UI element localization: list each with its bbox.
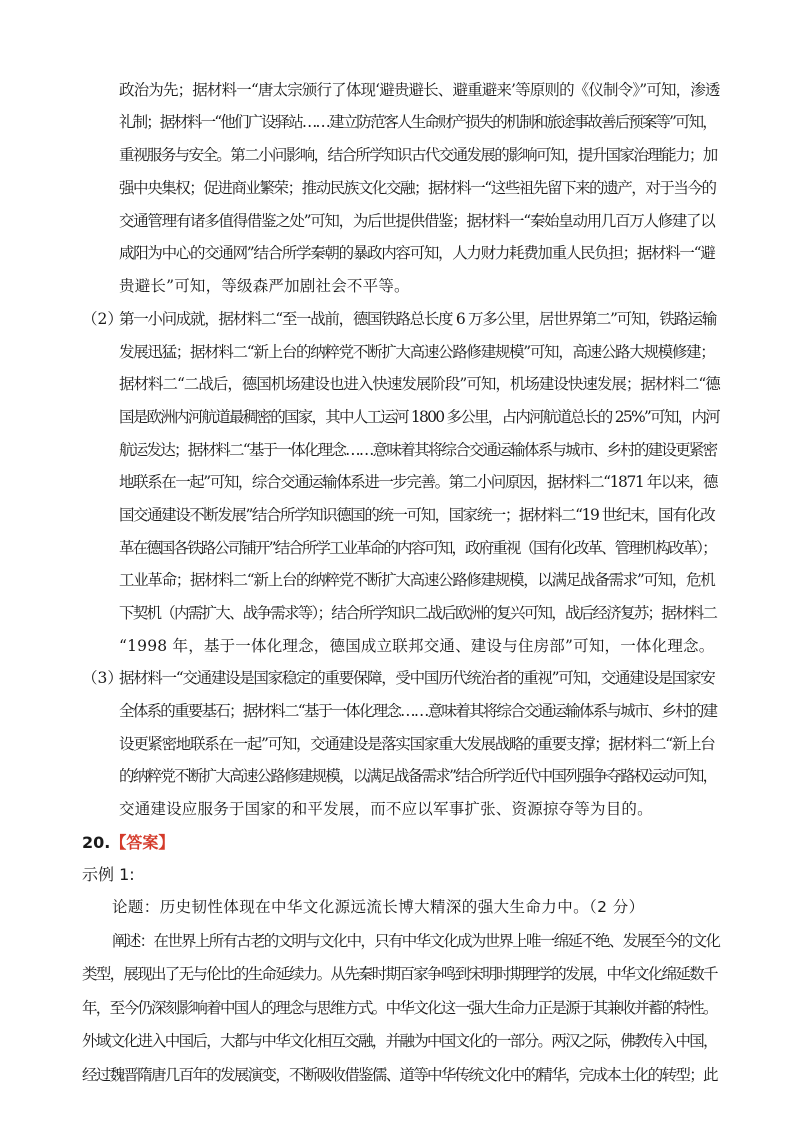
part-number: （2） xyxy=(82,310,123,328)
text-line: 发展迅猛；据材料二“新上台的纳粹党不断扩大高速公路修建规模”可知，高速公路大规模修建； xyxy=(119,343,715,361)
text-line: 贵避长”可知，等级森严加剧社会不平等。 xyxy=(119,277,410,295)
text-line: 国交通建设不断发展”结合所学知识德国的统一可知，国家统一；据材料二“19 世纪末，国有化改 xyxy=(119,506,715,524)
text-line: 工业革命；据材料二“新上台的纳粹党不断扩大高速公路修建规模，以满足战备需求”可知，危机 xyxy=(119,571,715,589)
text-line: 第一小问成就，据材料二“至一战前，德国铁路总长度 6 万多公里，居世界第二”可知，铁路运输 xyxy=(119,310,717,328)
example-label: 示例 1: xyxy=(82,865,135,884)
text-line: 下契机（内需扩大、战争需求等）；结合所学知识二战后欧洲的复兴可知，战后经济复苏；据材料二 xyxy=(119,604,717,622)
text-line: 政治为先；据材料一“唐太宗颁行了体现‘避贵避长、避重避来’等原则的《仪制令》”可知，渗透 xyxy=(119,81,720,99)
text-line: 地联系在一起”可知，综合交通运输体系进一步完善。第二小问原因，据材料二“1871 年以来，德 xyxy=(119,473,718,491)
text-line: 设更紧密地联系在一起”可知，交通建设是落实国家重大发展战略的重要支撑；据材料二“新上台 xyxy=(119,735,715,753)
text-line: 经过魏晋隋唐几百年的发展演变，不断吸收借鉴儒、道等中华传统文化中的精华，完成本土化的转型；此 xyxy=(82,1066,717,1084)
text-line: 阐述：在世界上所有古老的文明与文化中，只有中华文化成为世界上唯一绵延不绝、发展至今的文化 xyxy=(112,932,720,950)
text-line: 交通建设应服务于国家的和平发展，而不应以军事扩张、资源掠夺等为目的。 xyxy=(119,800,653,818)
text-line: 全体系的重要基石；据材料二“基于一体化理念……意味着其将综合交通运输体系与城市、乡村的建 xyxy=(119,702,717,720)
thesis-line: 论题：历史韧性体现在中华文化源远流长博大精深的强大生命力中。（2 分） xyxy=(112,898,645,916)
text-line: 革在德国各铁路公司铺开”结合所学工业革命的内容可知，政府重视（国有化改革、管理机构改革）； xyxy=(119,539,716,557)
part-number: （3） xyxy=(82,669,123,687)
text-line: 的纳粹党不断扩大高速公路修建规模，以满足战备需求”结合所学近代中国列强争夺路权运动可知， xyxy=(119,767,717,785)
text-line: 强中央集权；促进商业繁荣；推动民族文化交融；据材料一“这些祖先留下来的遗产，对于当今的 xyxy=(119,179,716,197)
text-line: 咸阳为中心的交通网”结合所学秦朝的暴政内容可知，人力财力耗费加重人民负担；据材料一“避 xyxy=(119,244,715,262)
text-line: 年，至今仍深刻影响着中国人的理念与思维方式。中华文化这一强大生命力正是源于其兼收并蓄的特性。 xyxy=(82,999,717,1017)
text-line: 类型，展现出了无与伦比的生命延续力。从先秦时期百家争鸣到宋明时期理学的发展，中华文化绵延数千 xyxy=(82,965,717,983)
text-line: 重视服务与安全。第二小问影响，结合所学知识古代交通发展的影响可知，提升国家治理能力；加 xyxy=(119,146,717,164)
text-line: 航运发达；据材料二“基于一体化理念……意味着其将综合交通运输体系与城市、乡村的建设更紧密 xyxy=(119,441,717,459)
answer-tag: 【答案】 xyxy=(110,833,175,852)
text-line: 礼制；据材料一“他们广设驿站……建立防范客人生命财产损失的机制和旅途事故善后预案等”可知， xyxy=(119,113,716,131)
text-line: “1998 年，基于一体化理念，德国成立联邦交通、建设与住房部”可知，一体化理念。 xyxy=(119,637,715,655)
text-line: 外域文化进入中国后，大都与中华文化相互交融，并融为中国文化的一部分。两汉之际，佛教传入中国， xyxy=(82,1032,717,1050)
text-line: 据材料二“二战后，德国机场建设也进入快速发展阶段”可知，机场建设快速发展；据材料二“德 xyxy=(119,375,720,393)
text-line: 据材料一“交通建设是国家稳定的重要保障，受中国历代统治者的重视”可知，交通建设是国家安 xyxy=(119,669,715,687)
text-line: 交通管理有诸多值得借鉴之处”可知，为后世提供借鉴；据材料一“秦始皇动用几百万人修建了以 xyxy=(119,212,715,230)
question-heading xyxy=(82,830,174,853)
question-number: 20. xyxy=(82,833,111,852)
text-line: 国是欧洲内河航道最稠密的国家，其中人工运河 1800 多公里，占内河航道总长的 25%”可知，内河 xyxy=(119,408,719,426)
